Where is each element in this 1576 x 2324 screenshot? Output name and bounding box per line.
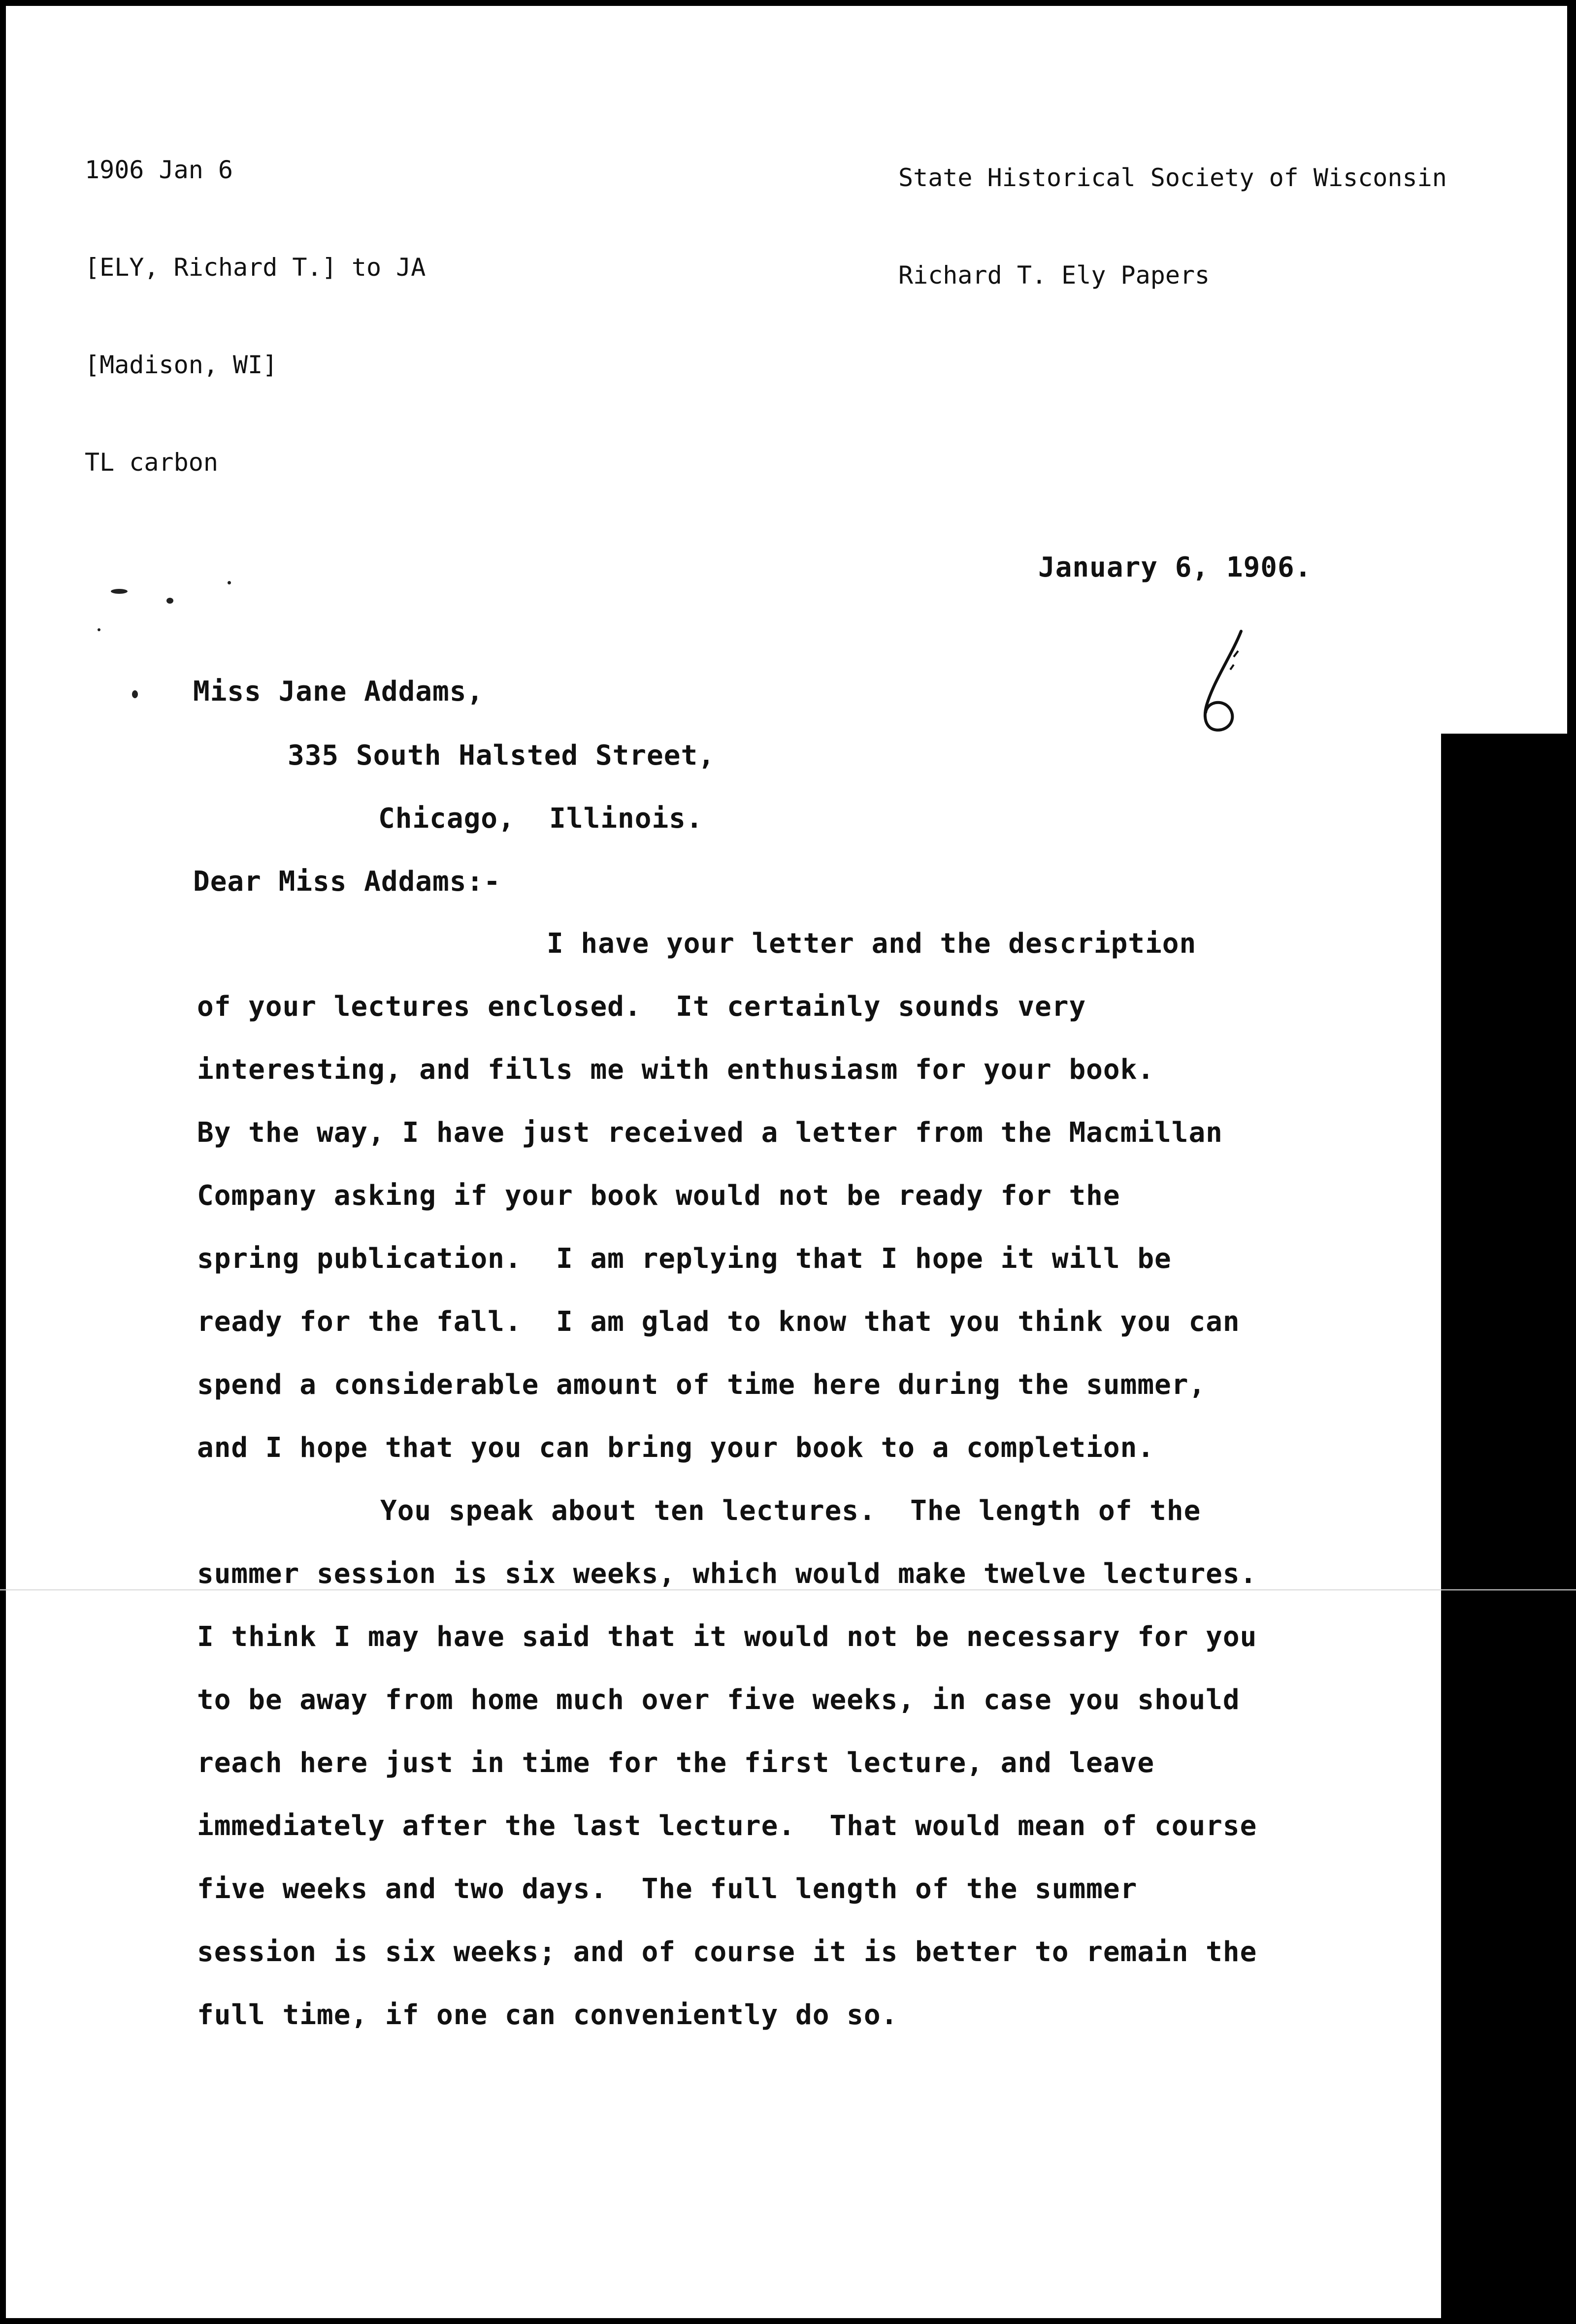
body-line: I have your letter and the description (547, 928, 1197, 960)
scan-speck (111, 589, 128, 594)
recipient-name: Miss Jane Addams, (193, 676, 484, 708)
body-line: five weeks and two days. The full length of the summer (197, 1873, 1138, 1905)
recipient-city: Chicago, Illinois. (378, 803, 703, 835)
scan-speck (228, 581, 231, 584)
body-line: You speak about ten lectures. The length of the (380, 1495, 1201, 1527)
archival-source (898, 97, 1447, 324)
body-line: reach here just in time for the first lecture, and leave (197, 1747, 1155, 1779)
citation-format: TL carbon (85, 448, 218, 477)
salutation: Dear Miss Addams:- (193, 866, 501, 898)
body-line: Company asking if your book would not be ready for the (197, 1180, 1120, 1212)
body-line: immediately after the last lecture. That would mean of course (197, 1810, 1257, 1842)
scan-margin-bar (1441, 734, 1576, 2324)
scan-speck (98, 628, 100, 631)
body-line: By the way, I have just received a letter from the Macmillan (197, 1117, 1223, 1149)
citation-correspondents: [ELY, Richard T.] to JA (85, 253, 426, 282)
recipient-street: 335 South Halsted Street, (288, 740, 715, 772)
citation-date: 1906 Jan 6 (85, 156, 233, 184)
citation-place: [Madison, WI] (85, 351, 278, 379)
body-line: summer session is six weeks, which would make twelve lectures. (197, 1558, 1257, 1590)
body-line: session is six weeks; and of course it is better to remain the (197, 1936, 1257, 1968)
body-line: I think I may have said that it would not be necessary for you (197, 1621, 1257, 1653)
body-line: spend a considerable amount of time here during the summer, (197, 1369, 1206, 1401)
body-line: to be away from home much over five weeks, in case you should (197, 1684, 1240, 1716)
scan-speck (132, 690, 138, 698)
letter-date: January 6, 1906. (1038, 551, 1312, 583)
source-collection: Richard T. Ely Papers (898, 261, 1210, 290)
body-line: of your lectures enclosed. It certainly sounds very (197, 991, 1086, 1023)
body-line: full time, if one can conveniently do so. (197, 1999, 898, 2031)
body-line: ready for the fall. I am glad to know that you think you can (197, 1306, 1240, 1338)
body-line: and I hope that you can bring your book to a completion. (197, 1432, 1155, 1464)
archival-citation (85, 89, 426, 511)
source-repository: State Historical Society of Wisconsin (898, 163, 1447, 192)
body-line: spring publication. I am replying that I hope it will be (197, 1243, 1172, 1275)
body-line: interesting, and fills me with enthusiasm for your book. (197, 1054, 1155, 1086)
scan-speck (166, 598, 173, 604)
handwritten-page-number (1187, 621, 1251, 740)
